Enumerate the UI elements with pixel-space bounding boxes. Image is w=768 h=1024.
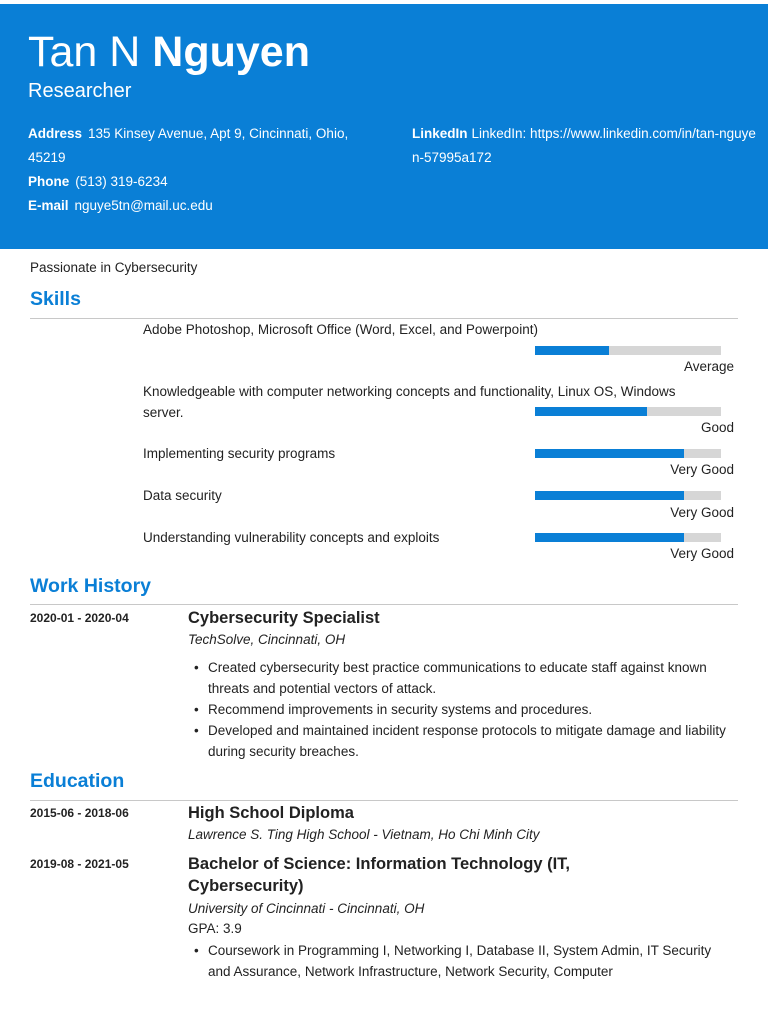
full-name — [28, 26, 310, 78]
summary: Passionate in Cybersecurity — [30, 260, 198, 275]
skill-text: Data security — [143, 488, 222, 503]
email-label: E-mail — [28, 198, 69, 213]
list-item: • Recommend improvements in security systems and procedures. — [190, 699, 730, 720]
email-value[interactable]: nguye5tn@mail.uc.edu — [74, 198, 213, 213]
linkedin-label: LinkedIn — [412, 126, 468, 141]
school-name: Lawrence S. Ting High School - Vietnam, Ho Chi Minh City — [188, 827, 540, 842]
skill-level: Average — [683, 359, 734, 374]
degree-title: Bachelor of Science: Information Technology (IT, Cybersecurity) — [188, 855, 570, 895]
phone-value: (513) 319-6234 — [75, 174, 168, 189]
contact-left — [28, 122, 388, 218]
skill-text: Understanding vulnerability concepts and exploits — [143, 530, 440, 545]
work-history-heading: Work History — [30, 575, 151, 597]
list-item: • Created cybersecurity best practice communications to educate staff against known threats and potential vectors of attack. — [190, 657, 730, 699]
linkedin-value[interactable]: LinkedIn: https://www.linkedin.com/in/tan-nguyen-57995a172 — [412, 126, 756, 165]
skill-bar — [535, 449, 721, 458]
school-name: University of Cincinnati - Cincinnati, OH — [188, 901, 425, 916]
last-name: Nguyen — [152, 28, 310, 76]
contact-right — [412, 122, 762, 170]
job-bullets — [190, 657, 730, 762]
education-dates: 2015-06 - 2018-06 — [30, 806, 129, 820]
coursework-bullets — [190, 940, 730, 982]
skill-level: Very Good — [670, 546, 734, 561]
skill-bar-fill — [535, 449, 684, 458]
skill-bar-fill — [535, 346, 609, 355]
skills-heading: Skills — [30, 288, 81, 310]
education-dates: 2019-08 - 2021-05 — [30, 857, 129, 871]
list-item: • Coursework in Programming I, Networking I, Database II, System Admin, IT Security and Assurance, Network Infrastructure, Network Security, Computer — [190, 940, 730, 982]
job-dates: 2020-01 - 2020-04 — [30, 611, 129, 625]
skill-level: Good — [700, 420, 734, 435]
list-item: • Developed and maintained incident response protocols to mitigate damage and liability during security breaches. — [190, 720, 730, 762]
linkedin-row — [412, 122, 762, 170]
phone-row — [28, 170, 388, 194]
skill-level: Very Good — [670, 462, 734, 477]
skill-bar-fill — [535, 407, 647, 416]
email-row — [28, 194, 388, 218]
skill-level: Very Good — [670, 505, 734, 520]
work-divider — [30, 604, 738, 605]
education-heading: Education — [30, 770, 125, 792]
skill-bar — [535, 491, 721, 500]
address-value: 135 Kinsey Avenue, Apt 9, Cincinnati, Ohio, 45219 — [28, 126, 349, 165]
skill-text: Adobe Photoshop, Microsoft Office (Word, Excel, and Powerpoint) — [143, 322, 538, 337]
first-name: Tan N — [28, 28, 141, 76]
address-row — [28, 122, 388, 170]
gpa: GPA: 3.9 — [188, 921, 242, 936]
skill-bar-fill — [535, 533, 684, 542]
job-company: TechSolve, Cincinnati, OH — [188, 632, 346, 647]
job-title-header: Researcher — [28, 80, 132, 102]
skill-text: Implementing security programs — [143, 446, 336, 461]
address-label: Address — [28, 126, 83, 141]
skill-bar — [535, 533, 721, 542]
education-divider — [30, 800, 738, 801]
job-title: Cybersecurity Specialist — [188, 609, 380, 627]
skill-bar — [535, 407, 721, 416]
degree-title: High School Diploma — [188, 804, 354, 822]
skill-text: Knowledgeable with computer networking concepts and functionality, Linux OS, Windows server. — [143, 384, 676, 420]
skill-bar-fill — [535, 491, 684, 500]
phone-label: Phone — [28, 174, 70, 189]
skill-bar — [535, 346, 721, 355]
resume-header — [0, 4, 768, 249]
